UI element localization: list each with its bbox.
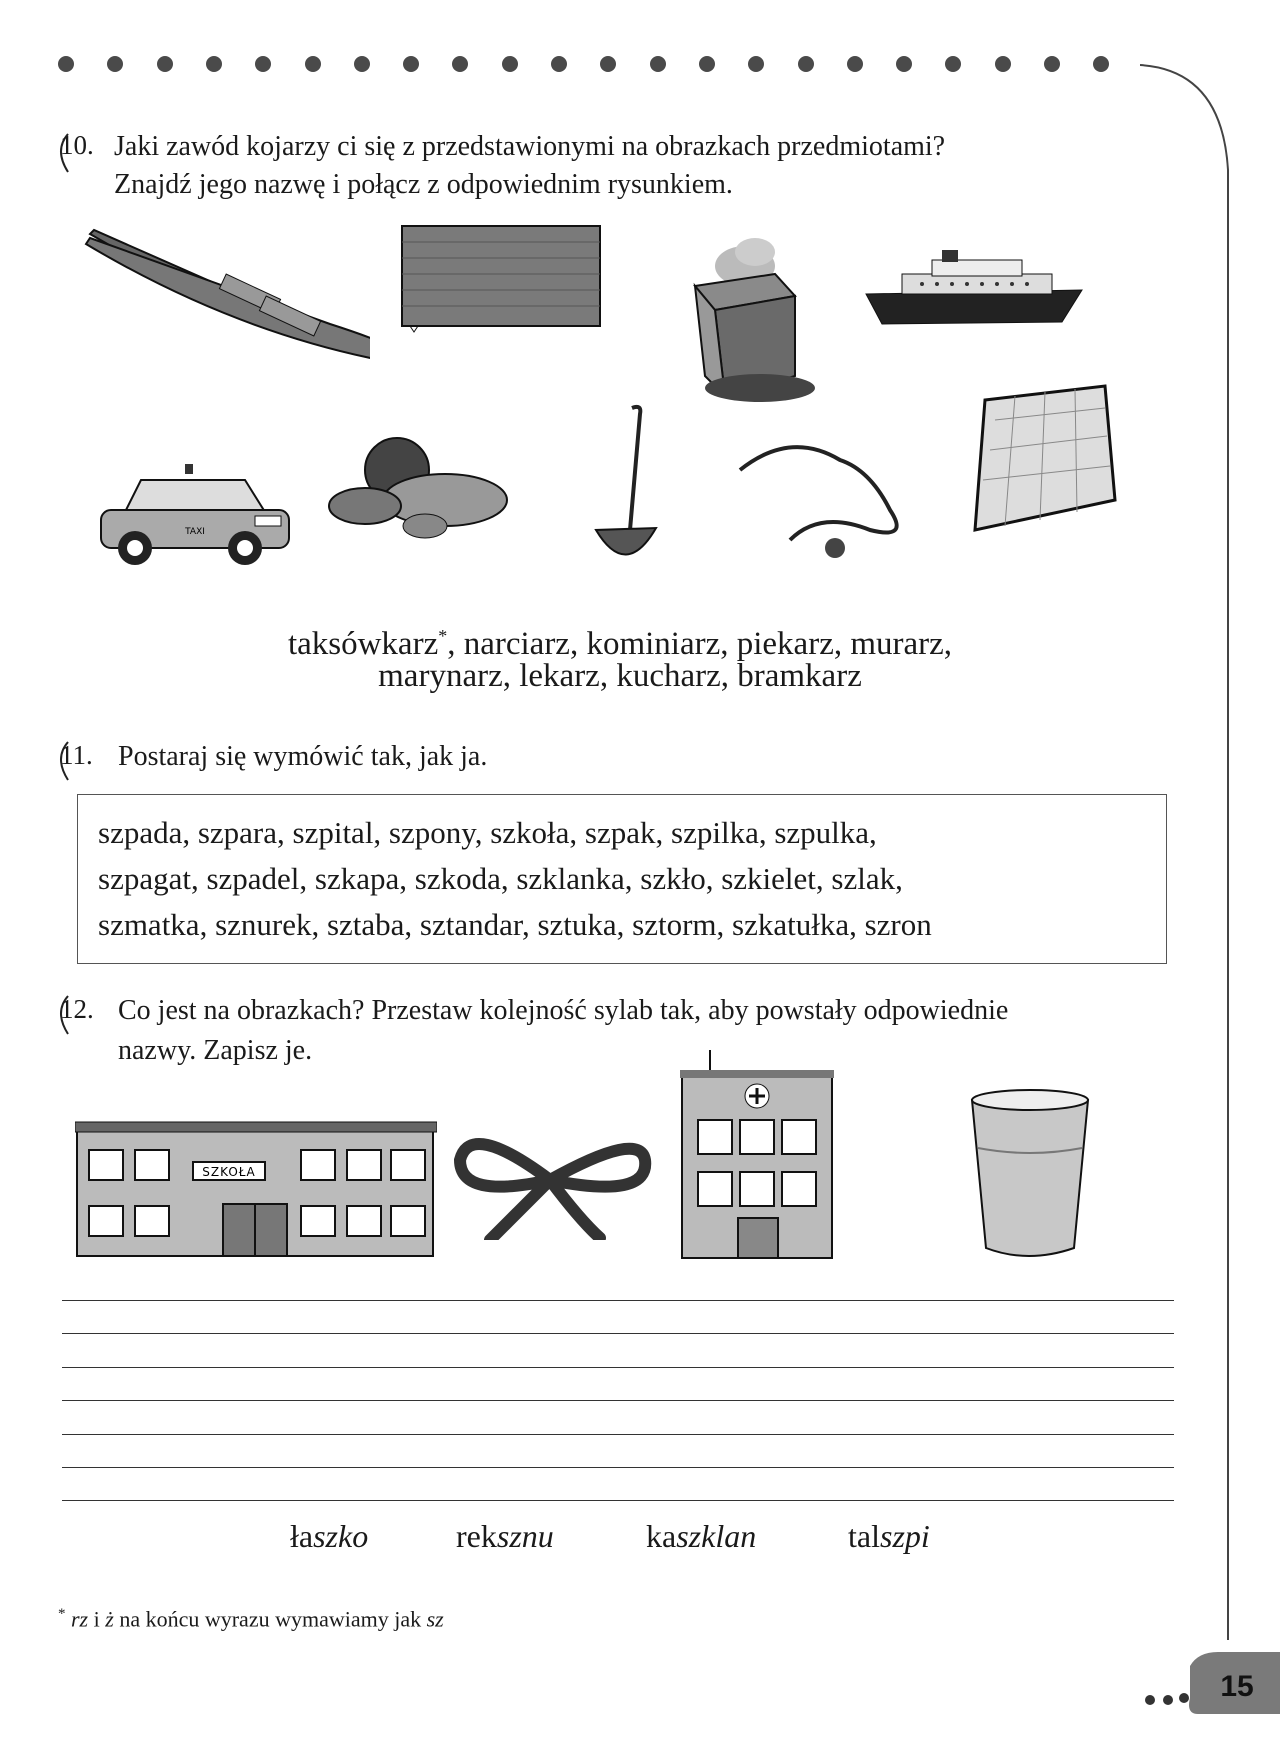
scrambled-word-4: talszpi — [848, 1518, 930, 1554]
chimney-icon — [665, 236, 825, 406]
decorative-dot — [748, 56, 764, 72]
decorative-dot — [157, 56, 173, 72]
writing-line — [62, 1467, 1174, 1468]
decorative-dot — [847, 56, 863, 72]
taxi-icon — [95, 460, 295, 570]
tongue-twister-line: szmatka, sznurek, sztaba, sztandar, sztuka, sztorm, szkatułka, szron — [98, 907, 932, 942]
decorative-dot — [600, 56, 616, 72]
decorative-dot — [403, 56, 419, 72]
hospital-icon — [680, 1050, 835, 1260]
decorative-dot — [1044, 56, 1060, 72]
decorative-dot — [699, 56, 715, 72]
decorative-dot — [502, 56, 518, 72]
wordbank-rest: , narciarz, kominiarz, piekarz, murarz, — [447, 626, 953, 662]
decorative-dot — [305, 56, 321, 72]
writing-line — [62, 1400, 1174, 1401]
stethoscope-icon — [730, 430, 930, 560]
school-sign-text: SZKOŁA — [202, 1165, 256, 1179]
exercise-12-number: 12. — [60, 994, 94, 1024]
decorative-dot — [945, 56, 961, 72]
decorative-dot — [107, 56, 123, 72]
glass-icon — [968, 1088, 1093, 1268]
shoelace-icon — [450, 1120, 655, 1240]
exercise-10-number: 10. — [60, 130, 94, 160]
exercise-12-instruction-line2: nazwy. Zapisz je. — [118, 1035, 313, 1066]
decorative-dot — [255, 56, 271, 72]
footnote: * rz i ż na końcu wyrazu wymawiamy jak sz — [58, 1606, 444, 1632]
decorative-dot — [798, 56, 814, 72]
scrambled-word-3: kaszklan — [646, 1518, 757, 1554]
bread-icon — [325, 430, 515, 540]
decorative-dot — [206, 56, 222, 72]
ship-icon — [862, 250, 1087, 330]
wordbank-first-word: taksówkarz — [287, 626, 439, 662]
scrambled-word-1: łaszko — [290, 1518, 369, 1554]
exercise-10-instruction-line2: Znajdź jego nazwę i połącz z odpowiednim rysunkiem. — [114, 169, 733, 200]
decorative-dot — [1093, 56, 1109, 72]
page-number-tab — [1142, 1648, 1280, 1718]
exercise-10-instruction-line1: Jaki zawód kojarzy ci się z przedstawionymi na obrazkach przedmiotami? — [114, 131, 946, 162]
writing-line — [62, 1500, 1174, 1501]
writing-line — [62, 1300, 1174, 1301]
scrambled-word-2: reksznu — [456, 1518, 554, 1554]
decorative-dot — [995, 56, 1011, 72]
exercise-12-instruction-line1: Co jest na obrazkach? Przestaw kolejność sylab tak, aby powstały odpowiednie — [118, 995, 1009, 1026]
tongue-twister-box — [77, 794, 1167, 964]
exercise-11-instruction: Postaraj się wymówić tak, jak ja. — [118, 741, 488, 772]
skis-icon — [80, 228, 370, 378]
football-goal-icon — [955, 380, 1130, 540]
brick-wall-icon — [400, 222, 605, 334]
decorative-dot — [650, 56, 666, 72]
footnote-marker: * — [438, 626, 448, 646]
school-icon — [75, 1120, 437, 1260]
ladle-icon — [590, 400, 660, 575]
svg-text:TAXI: TAXI — [185, 527, 205, 537]
decorative-dot — [354, 56, 370, 72]
exercise-10-wordbank-line2: marynarz, lekarz, kucharz, bramkarz — [378, 658, 862, 694]
writing-line — [62, 1434, 1174, 1435]
writing-line — [62, 1367, 1174, 1368]
writing-line — [62, 1333, 1174, 1334]
decorative-dot — [551, 56, 567, 72]
exercise-11-number: 11. — [60, 740, 93, 770]
decorative-dot-row — [58, 56, 1138, 76]
page-number: 15 — [1220, 1670, 1254, 1703]
decorative-dot — [896, 56, 912, 72]
decorative-dot — [452, 56, 468, 72]
decorative-dot — [58, 56, 74, 72]
tongue-twister-line: szpagat, szpadel, szkapa, szkoda, szklanka, szkło, szkielet, szlak, — [98, 861, 903, 896]
tongue-twister-line: szpada, szpara, szpital, szpony, szkoła, szpak, szpilka, szpulka, — [98, 815, 877, 850]
